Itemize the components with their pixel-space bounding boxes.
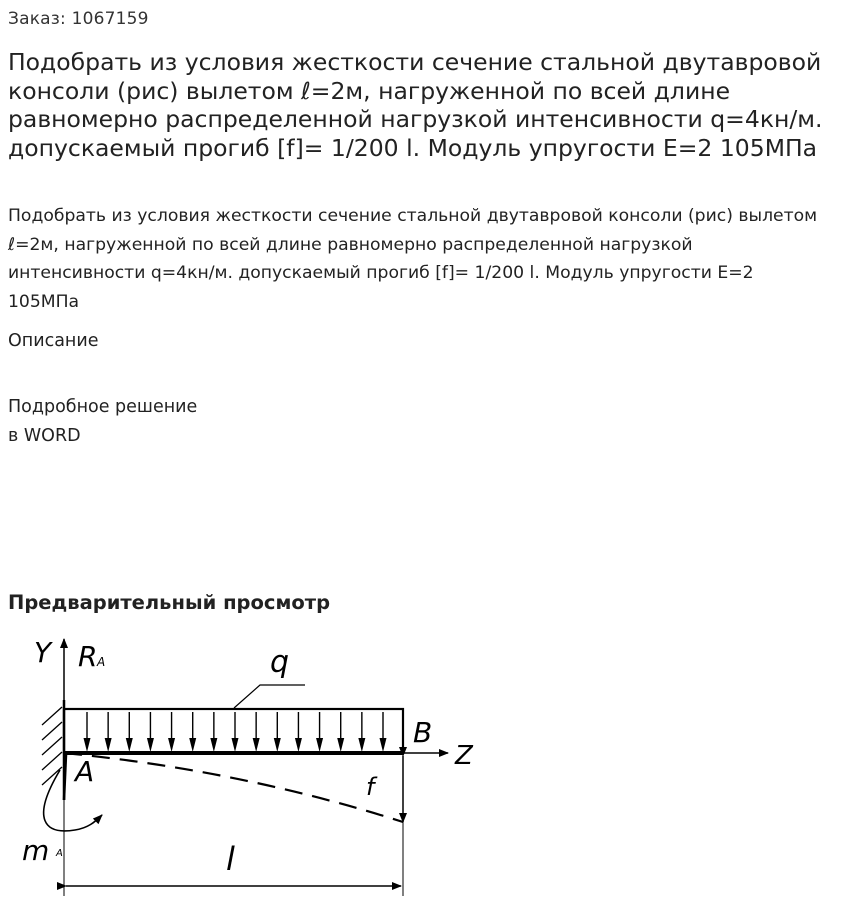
- load-arrow-head: [168, 738, 175, 752]
- description-label: Описание: [8, 331, 99, 351]
- q-leader-line: [234, 685, 305, 708]
- problem-description: Подобрать из условия жесткости сечение стальной двутавровой консоли (рис) вылетом ℓ=2м, нагруженной по всей длине равномерно распределенной нагрузкой интенсивности q=4кн/м. допускаемый прогиб [f]= 1/200 l. Модуль упругости Е=2 105МПа: [8, 206, 818, 312]
- label-a: A: [75, 755, 95, 788]
- label-q: q: [270, 645, 290, 680]
- load-arrow-head: [253, 738, 260, 752]
- load-arrow-head: [295, 738, 302, 752]
- label-ra: R: [78, 640, 98, 673]
- wall-support: [42, 700, 64, 800]
- deflection-curve: [64, 753, 403, 822]
- load-arrow-head: [84, 738, 91, 752]
- label-y: Y: [34, 636, 52, 669]
- load-arrow-head: [380, 738, 387, 752]
- page-title: Подобрать из условия жесткости сечение стальной двутавровой консоли (рис) вылетом ℓ=2м, нагруженной по всей длине равномерно распределенной нагрузкой интенсивности q=4кн/м. допускаемый прогиб [f]= 1/200 l. Модуль упругости Е=2 105МПа: [8, 48, 823, 162]
- label-z: Z: [455, 741, 473, 771]
- load-arrow-head: [126, 738, 133, 752]
- label-ma-sub: A: [56, 848, 63, 859]
- load-arrow-head: [189, 738, 196, 752]
- distributed-load: [64, 709, 403, 753]
- order-number: Заказ: 1067159: [8, 9, 149, 29]
- label-ra-sub: A: [97, 655, 106, 669]
- load-arrow-head: [274, 738, 281, 752]
- load-arrow-head: [105, 738, 112, 752]
- label-f: f: [366, 773, 375, 801]
- label-l: l: [226, 840, 235, 878]
- cantilever-beam-diagram: [0, 625, 500, 911]
- label-b: B: [413, 716, 433, 749]
- label-ma: m: [22, 834, 50, 867]
- load-arrow-head: [358, 738, 365, 752]
- solution-line-2: в WORD: [8, 425, 81, 446]
- solution-info: [8, 393, 197, 450]
- load-arrow-head: [210, 738, 217, 752]
- load-arrow-head: [147, 738, 154, 752]
- load-arrow-head: [232, 738, 239, 752]
- solution-line-1: Подробное решение: [8, 397, 198, 417]
- preview-title: Предварительный просмотр: [8, 591, 331, 614]
- load-arrow-head: [337, 738, 344, 752]
- load-arrow-head: [316, 738, 323, 752]
